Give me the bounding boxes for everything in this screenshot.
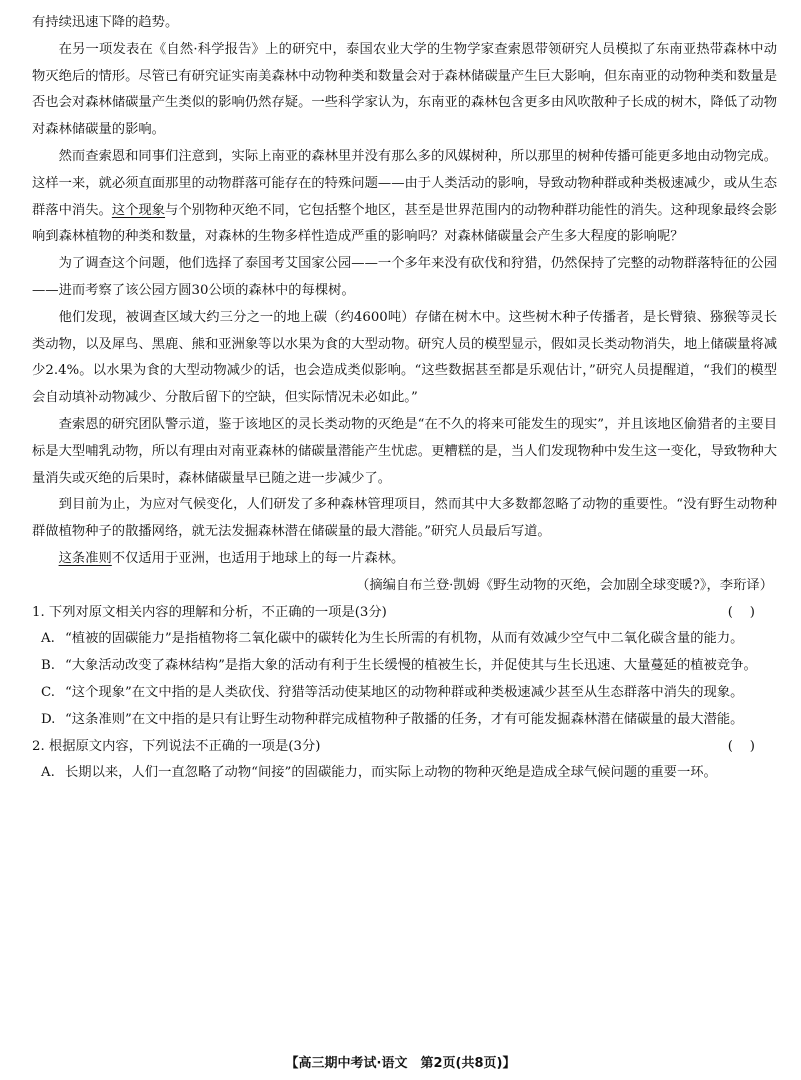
question-1-answer-bracket: ( ): [727, 604, 755, 620]
question-1-stem: 1. 下列对原文相关内容的理解和分析，不正确的一项是(3分): [32, 604, 387, 620]
paragraph-7-rest: 不仅适用于亚洲，也适用于地球上的每一片森林。: [111, 550, 405, 566]
question-2-answer-bracket: ( ): [727, 738, 755, 754]
option-label: D.: [41, 711, 56, 727]
option-label: A.: [41, 765, 55, 781]
question-2-stem: 2. 根据原文内容，下列说法不正确的一项是(3分): [32, 738, 321, 754]
question-2-stem-row: [32, 734, 777, 761]
question-1: [32, 600, 777, 734]
question-1-option-c: [32, 680, 777, 707]
option-text: 长期以来，人们一直忽略了动物“间接”的固碳能力，而实际上动物的物种灭绝是造成全球气候问题的重要一环。: [65, 765, 717, 781]
article-paragraph-3: 为了调查这个问题，他们选择了泰国考艾国家公园——一个多年来没有砍伐和狩猎，仍然保持了完整的动物群落特征的公园——进而考察了该公园方圆30公顷的森林中的每棵树。: [32, 256, 777, 298]
article-paragraph-1: 在另一项发表在《自然·科学报告》上的研究中，泰国农业大学的生物学家查索恩带领研究人员模拟了东南亚热带森林中动物灭绝后的情形。尽管已有研究证实南美森林中动物种类和数量会对于森林储碳量产生巨大影响，但东南亚的动物种类和数量是否也会对森林储碳量产生类似的影响仍然存疑。一些科学家认为，东南亚的森林包含更多由风吹散种子长成的树木，降低了动物对森林储碳量的影响。: [32, 41, 777, 138]
question-1-option-a: [32, 626, 777, 653]
article-paragraph-5: 查索恩的研究团队警示道，鉴于该地区的灵长类动物的灭绝是“在不久的将来可能发生的现实”，并且该地区偷猎者的主要目标是大型哺乳动物，所以有理由对南亚森林的储碳量潜能产生忧虑。更糟糕的是，当人们发现物种中发生这一变化，导致物种大量消失或灭绝的后果时，森林储碳量早已随之进一步减少了。: [32, 416, 777, 486]
option-text: “这个现象”在文中指的是人类砍伐、狩猎等活动使某地区的动物种群或种类极速减少甚至从生态群落中消失的现象。: [65, 684, 744, 700]
option-text: “植被的固碳能力”是指植物将二氧化碳中的碳转化为生长所需的有机物，从而有效减少空气中二氧化碳含量的能力。: [65, 631, 744, 647]
question-1-stem-row: [32, 600, 777, 627]
option-label: A.: [41, 631, 55, 647]
option-label: B.: [41, 658, 55, 674]
option-label: C.: [41, 684, 55, 700]
underlined-this-rule: 这条准则: [58, 550, 112, 566]
paragraph-2-part-b: 与个别物种灭绝不同，它包括整个地区，甚至是世界范围内的动物种群功能性的消失。这种现象最终会影响到森林植物的种类和数量，对森林的生物多样性造成严重的影响吗？对森林储碳量会产生多大程度的影响呢？: [32, 202, 778, 245]
option-text: “大象活动改变了森林结构”是指大象的活动有利于生长缓慢的植被生长，并促使其与生长迅速、大量蔓延的植被竞争。: [65, 658, 757, 674]
question-1-option-b: [32, 653, 777, 680]
underlined-this-phenomenon: 这个现象: [111, 202, 166, 218]
paragraph-2-part-a: 然而查索恩和同事们注意到，实际上南亚的森林里并没有那么多的风媒树种，所以那里的树种传播可能更多地由动物完成。这样一来，就必须直面那里的动物群落可能存在的特殊问题——由于人类活动的影响，导致动物种群或种类极速减少，或从生态群落中消失。: [32, 148, 777, 218]
article-paragraph-7: [32, 546, 777, 573]
article-source: （摘编自布兰登·凯姆《野生动物的灭绝，会加剧全球变暖?》，李珩译）: [356, 577, 773, 593]
question-2: [32, 734, 777, 788]
option-text: “这条准则”在文中指的是只有让野生动物种群完成植物种子散播的任务，才有可能发掘森林潜在储碳量的最大潜能。: [65, 711, 744, 727]
article-paragraph-0: 有持续迅速下降的趋势。: [32, 15, 179, 30]
article-paragraph-2: [32, 144, 777, 251]
question-1-option-d: [32, 707, 777, 734]
question-2-option-a: [32, 760, 777, 787]
article-paragraph-6: 到目前为止，为应对气候变化，人们研发了多种森林管理项目，然而其中大多数都忽略了动物的重要性。“没有野生动物种群做植物种子的散播网络，就无法发掘森林潜在储碳量的最大潜能。”研究人员最后写道。: [32, 497, 777, 540]
article-paragraph-4: 他们发现，被调查区域大约三分之一的地上碳（约4600吨）存储在树木中。这些树木种子传播者，是长臂猿、猕猴等灵长类动物，以及犀鸟、黑鹿、熊和亚洲象等以水果为食的大型动物。研究人员的模型显示，假如灵长类动物消失，地上储碳量将减少2.4%。以水果为食的大型动物减少的话，也会造成类似影响。“这些数据甚至都是乐观估计，”研究人员提醒道，“我们的模型会自动填补动物减少、分散后留下的空缺，但实际情况未必如此。”: [32, 309, 777, 406]
page-footer: 【高三期中考试·语文 第2页(共8页)】: [285, 1056, 516, 1071]
